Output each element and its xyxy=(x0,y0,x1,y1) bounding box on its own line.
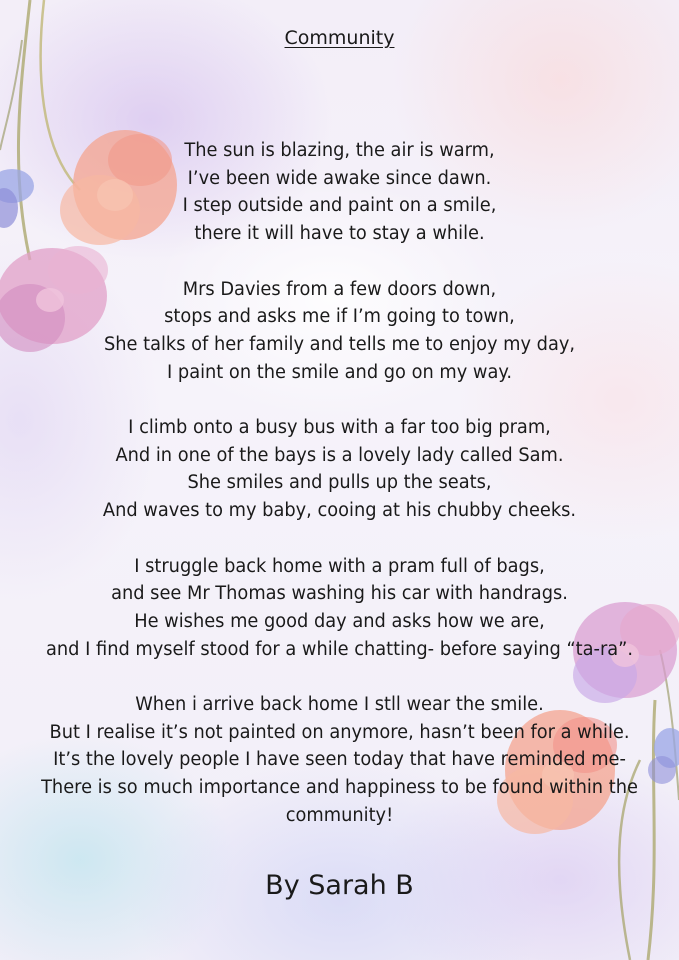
poem-line: There is so much importance and happiness to be found within the xyxy=(41,777,638,799)
poem-line: She smiles and pulls up the seats, xyxy=(187,472,492,494)
author-signature: By Sarah B xyxy=(265,870,414,901)
poem-line: stops and asks me if I’m going to town, xyxy=(164,306,515,328)
poem-line: He wishes me good day and asks how we are, xyxy=(134,610,545,632)
poem-line: She talks of her family and tells me to enjoy my day, xyxy=(103,333,576,355)
poem-line: And in one of the bays is a lovely lady called Sam. xyxy=(115,444,564,466)
poem-title: Community xyxy=(284,27,395,49)
stanza xyxy=(0,276,679,387)
poem-line: I paint on the smile and go on my way. xyxy=(167,361,512,383)
poem-line: and I find myself stood for a while chatting- before saying “ta-ra”. xyxy=(45,638,634,660)
poem-line: community! xyxy=(285,804,394,826)
poem-line: I struggle back home with a pram full of bags, xyxy=(134,555,545,577)
poem-line: But I realise it’s not painted on anymore, hasn’t been for a while. xyxy=(49,721,630,743)
poem-line: And waves to my baby, cooing at his chubby cheeks. xyxy=(102,500,577,522)
poem-line: I step outside and paint on a smile, xyxy=(182,195,497,217)
stanza xyxy=(0,691,679,830)
stanza xyxy=(0,414,679,525)
poem-line: When i arrive back home I stll wear the smile. xyxy=(135,694,544,715)
poem-body xyxy=(0,137,679,857)
poem-line: I’ve been wide awake since dawn. xyxy=(187,167,492,189)
poem-line: The sun is blazing, the air is warm, xyxy=(184,140,495,161)
stanza xyxy=(0,553,679,664)
poem-line: there it will have to stay a while. xyxy=(194,223,485,245)
poem-line: I climb onto a busy bus with a far too big pram, xyxy=(128,417,551,438)
stanza xyxy=(0,137,679,248)
poem-line: Mrs Davies from a few doors down, xyxy=(182,278,497,300)
poem-line: It’s the lovely people I have seen today that have reminded me- xyxy=(53,749,626,771)
poem-line: and see Mr Thomas washing his car with handrags. xyxy=(111,583,568,605)
